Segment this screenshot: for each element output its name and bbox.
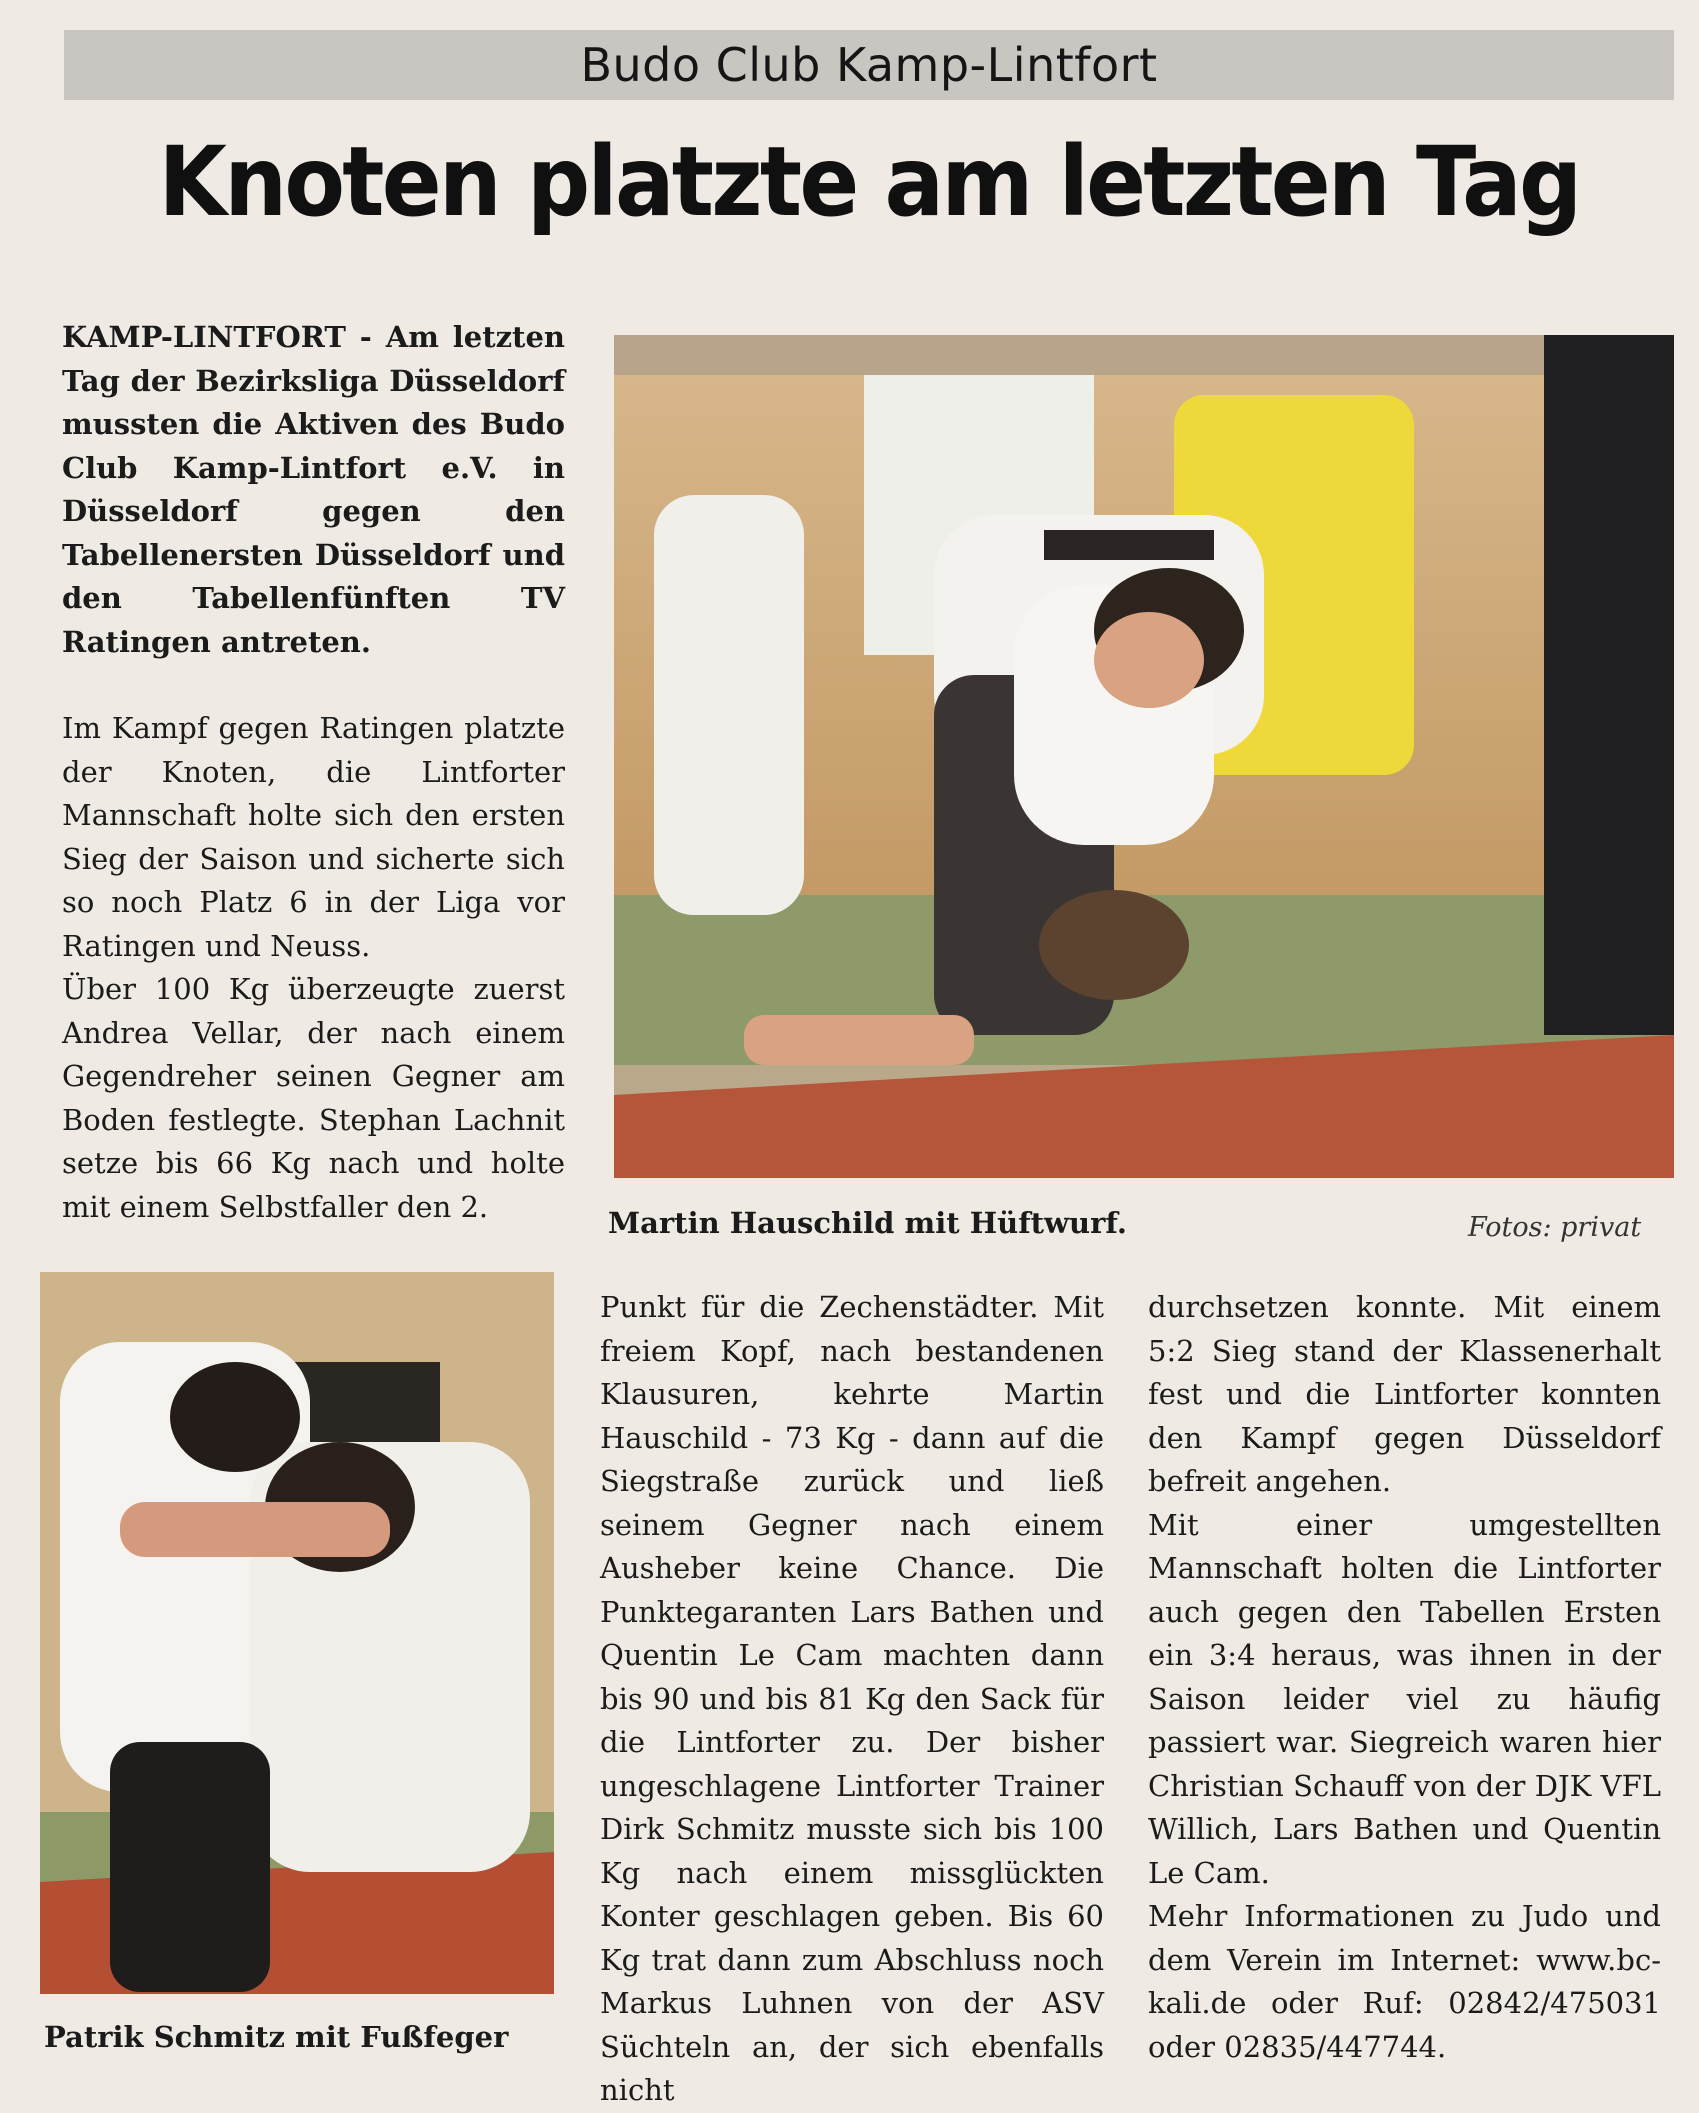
paragraph: Im Kampf gegen Ratingen platzte der Knoten, die Lintforter Mannschaft holte sich den ersten Sieg der Saison und sicherte sich so noch Platz 6 in der Liga vor Ratingen und Neuss. [62,711,565,963]
column-1 [62,316,565,1229]
paragraph: Mit einer umgestellten Mannschaft holten die Lintforter auch gegen den Tabellen Ersten ein 3:4 heraus, was ihnen in der Saison leider viel zu häufig passiert war. Siegreich waren hier Christian Schauff von der DJK VFL Willich, Lars Bathen und Quentin Le Cam. [1148,1507,1661,1890]
photo-small [40,1272,554,1994]
headline: Knoten platzte am letzten Tag [158,126,1580,238]
lead-paragraph: KAMP-LINTFORT - Am letzten Tag der Bezirksliga Düsseldorf mussten die Aktiven des Budo Club Kamp-Lintfort e.V. in Düsseldorf gegen den Tabellenersten Düsseldorf und den Tabellenfünften TV Ratingen antreten. [62,320,565,659]
photo-small-caption: Patrik Schmitz mit Fußfeger [44,2020,509,2054]
column-3 [1148,1286,1661,2069]
paragraph: Über 100 Kg überzeugte zuerst Andrea Vellar, der nach einem Gegendreher seinen Gegner am Boden festlegte. Stephan Lachnit setze bis 66 Kg nach und holte mit einem Selbstfaller den 2. [62,972,565,1224]
photo-credit: Fotos: privat [1468,1212,1642,1243]
paragraph: durchsetzen konnte. Mit einem 5:2 Sieg stand der Klassenerhalt fest und die Lintforter konnten den Kampf gegen Düsseldorf befreit angehen. [1148,1290,1661,1498]
paragraph: Punkt für die Zechenstädter. Mit freiem Kopf, nach bestandenen Klausuren, kehrte Martin Hauschild - 73 Kg - dann auf die Siegstraße zurück und ließ seinem Gegner nach einem Ausheber keine Chance. Die Punktegaranten Lars Bathen und Quentin Le Cam machten dann bis 90 und bis 81 Kg den Sack für die Lintforter zu. Der bisher ungeschlagene Lintforter Trainer Dirk Schmitz musste sich bis 100 Kg nach einem missglückten Konter geschlagen geben. Bis 60 Kg trat dann zum Abschluss noch Markus Luhnen von der ASV Süchteln an, der sich ebenfalls nicht [600,1290,1104,2107]
column-2 [600,1286,1104,2113]
kicker-text: Budo Club Kamp-Lintfort [580,38,1158,92]
kicker-bar [64,30,1674,100]
photo-main [614,335,1674,1178]
photo-main-caption: Martin Hauschild mit Hüftwurf. [608,1206,1127,1240]
paragraph: Mehr Informationen zu Judo und dem Verein im Internet: www.bc-kali.de oder Ruf: 02842/475031 oder 02835/447744. [1148,1899,1661,2064]
